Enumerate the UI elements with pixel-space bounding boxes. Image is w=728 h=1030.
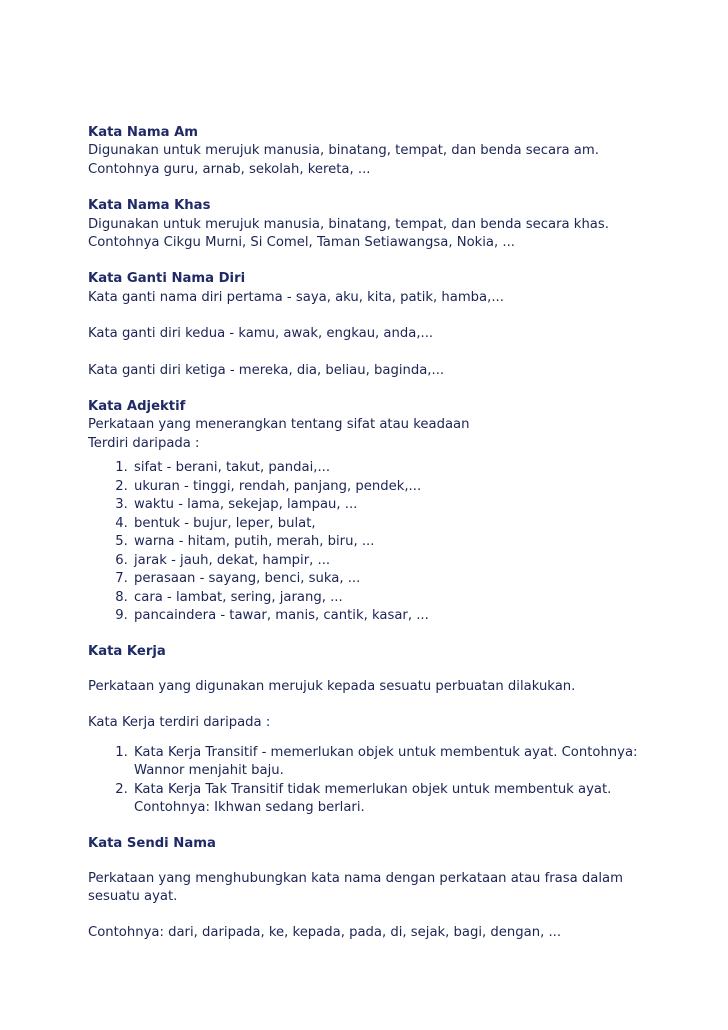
section-heading: Kata Adjektif (88, 399, 186, 415)
paragraph-line: Digunakan untuk merujuk manusia, binatang, tempat, dan benda secara khas. (88, 216, 609, 232)
section-kata-ganti-nama-diri (88, 270, 668, 380)
adjective-types-list (88, 459, 668, 626)
paragraph-line: Terdiri daripada : (88, 435, 200, 451)
list-item: 1. sifat - berani, takut, pandai,... (132, 459, 668, 478)
section-heading: Kata Kerja (88, 643, 166, 659)
paragraph-line: Perkataan yang menghubungkan kata nama dengan perkataan atau frasa dalam sesuatu ayat. (88, 871, 623, 905)
list-item: 5. warna - hitam, putih, merah, biru, ... (132, 533, 668, 552)
list-item: 2. Kata Kerja Tak Transitif tidak memerlukan objek untuk membentuk ayat. Contohnya: Ikhwan sedang berlari. (132, 781, 668, 818)
section-kata-nama-khas (88, 197, 668, 252)
paragraph-line: Perkataan yang menerangkan tentang sifat atau keadaan (88, 417, 470, 433)
paragraph-line: Kata ganti diri ketiga - mereka, dia, beliau, baginda,... (88, 362, 445, 378)
list-item: 7. perasaan - sayang, benci, suka, ... (132, 570, 668, 589)
paragraph-line: Kata ganti diri kedua - kamu, awak, engkau, anda,... (88, 326, 434, 342)
paragraph-line: Contohnya: dari, daripada, ke, kepada, pada, di, sejak, bagi, dengan, ... (88, 924, 562, 940)
paragraph-line: Kata ganti nama diri pertama - saya, aku, kita, patik, hamba,... (88, 289, 504, 305)
list-item: 2. ukuran - tinggi, rendah, panjang, pendek,... (132, 478, 668, 497)
paragraph-line: Kata Kerja terdiri daripada : (88, 714, 271, 730)
paragraph-line: Perkataan yang digunakan merujuk kepada sesuatu perbuatan dilakukan. (88, 679, 576, 695)
section-heading: Kata Ganti Nama Diri (88, 271, 246, 287)
verb-types-list (88, 744, 668, 818)
paragraph-line: Digunakan untuk merujuk manusia, binatang, tempat, dan benda secara am. (88, 143, 599, 159)
list-item: 9. pancaindera - tawar, manis, cantik, kasar, ... (132, 607, 668, 626)
list-item: 3. waktu - lama, sekejap, lampau, ... (132, 496, 668, 515)
section-kata-nama-am (88, 124, 668, 179)
section-kata-adjektif (88, 398, 668, 626)
list-item: 4. bentuk - bujur, leper, bulat, (132, 515, 668, 534)
list-item: 6. jarak - jauh, dekat, hampir, ... (132, 552, 668, 571)
list-item: 1. Kata Kerja Transitif - memerlukan objek untuk membentuk ayat. Contohnya: Wannor menjahit baju. (132, 744, 668, 781)
section-heading: Kata Sendi Nama (88, 835, 216, 851)
paragraph-line: Contohnya guru, arnab, sekolah, kereta, ... (88, 161, 371, 177)
section-heading: Kata Nama Khas (88, 198, 211, 214)
section-kata-kerja (88, 643, 668, 818)
list-item: 8. cara - lambat, sering, jarang, ... (132, 589, 668, 608)
section-heading: Kata Nama Am (88, 125, 199, 140)
paragraph-line: Contohnya Cikgu Murni, Si Comel, Taman Setiawangsa, Nokia, ... (88, 235, 515, 251)
section-kata-sendi-nama (88, 835, 668, 943)
